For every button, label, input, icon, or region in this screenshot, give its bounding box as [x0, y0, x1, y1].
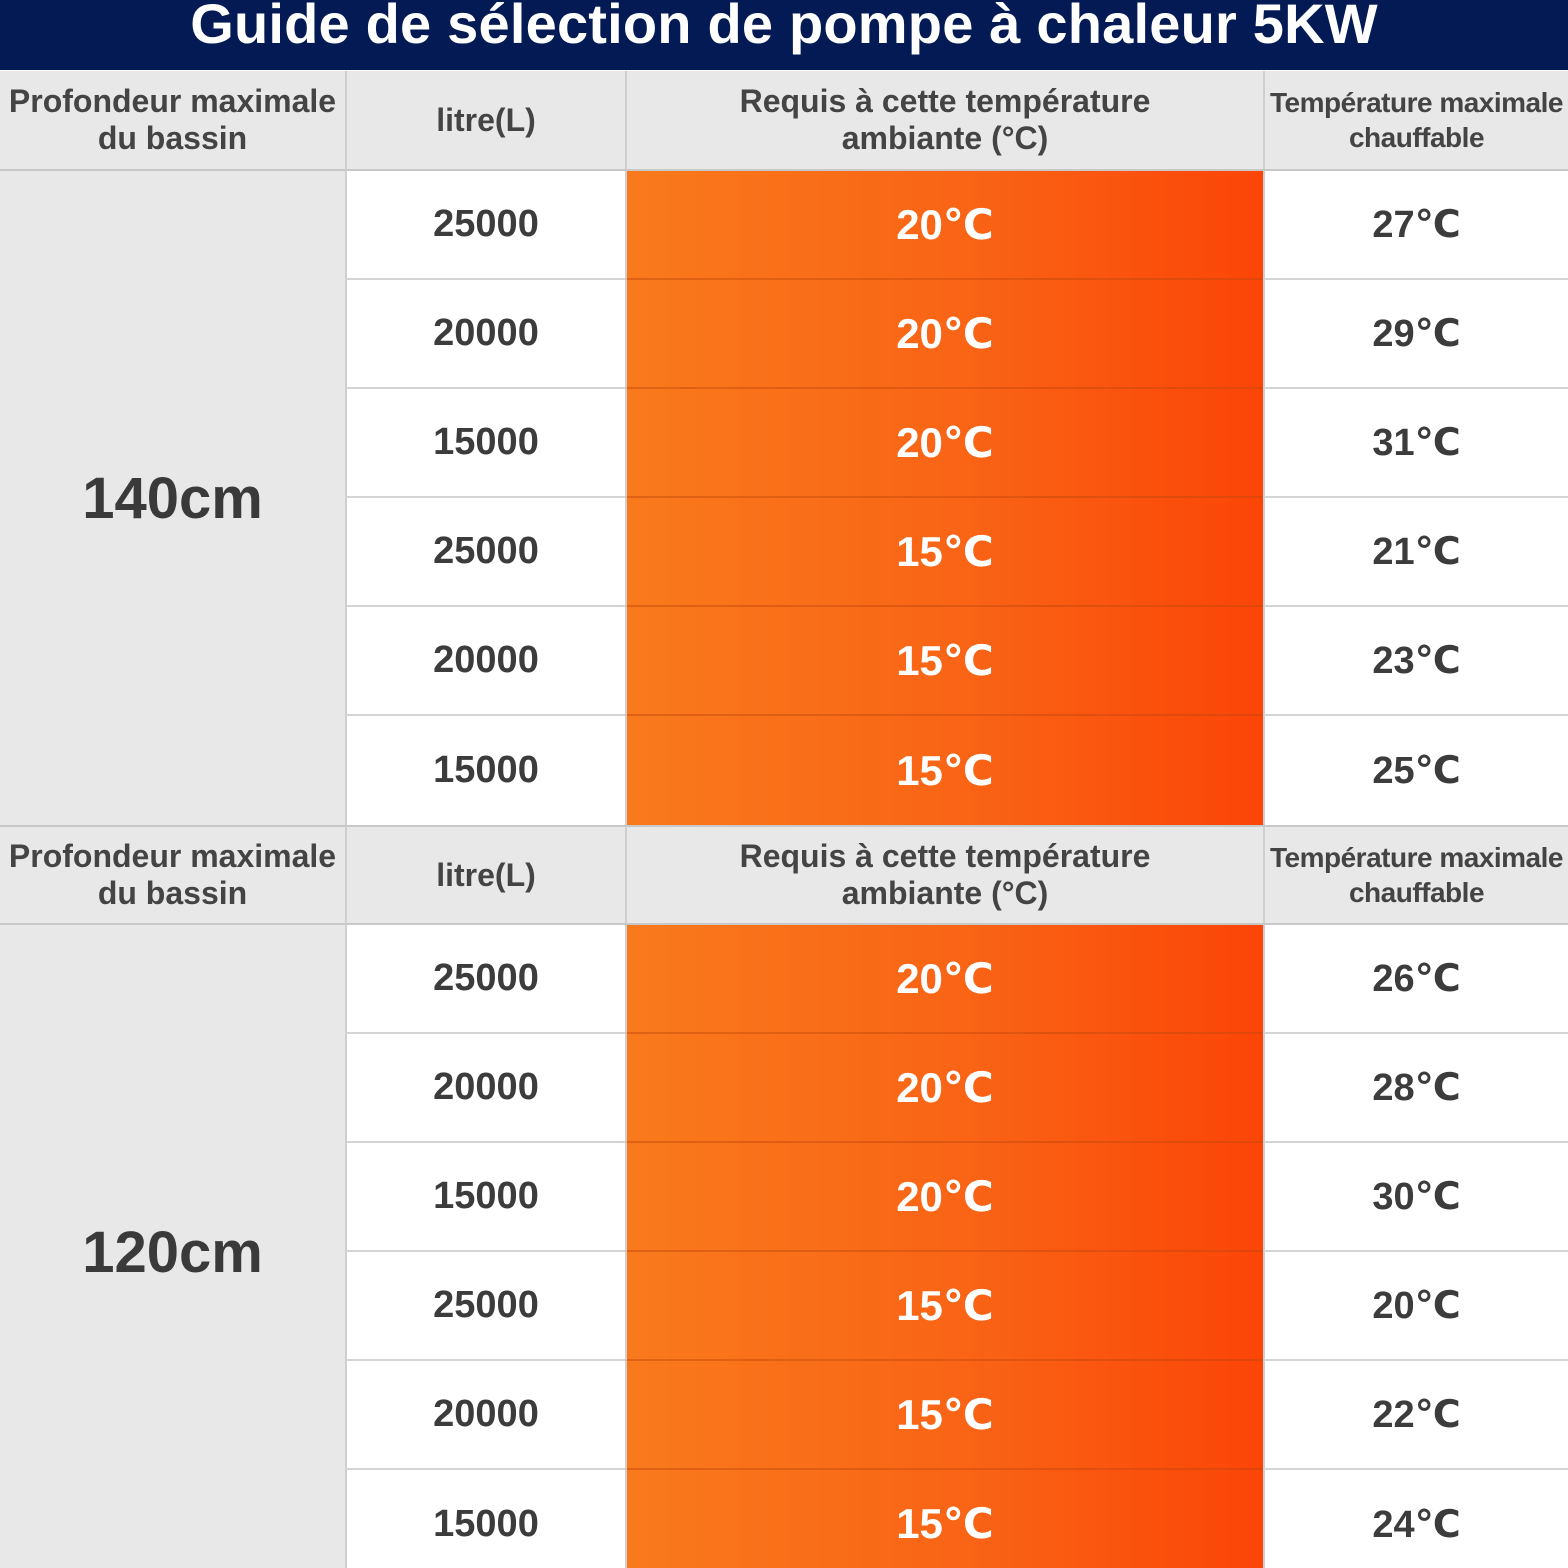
required-temp-cell: 15℃: [625, 1252, 1263, 1361]
required-temp-cell: 15℃: [625, 1470, 1263, 1568]
header-depth: [0, 827, 345, 923]
depth-section-120: [0, 825, 1568, 1568]
table-row: [345, 171, 1568, 280]
table-row: [345, 925, 1568, 1034]
table-row: [345, 389, 1568, 498]
header-required-label: Requis à cette température ambiante (°C): [739, 83, 1151, 156]
table-row: [345, 498, 1568, 607]
max-temp-cell: 26℃: [1263, 925, 1568, 1034]
required-temp-cell: 15℃: [625, 498, 1263, 607]
litre-cell: 15000: [345, 389, 625, 498]
max-temp-cell: 29℃: [1263, 280, 1568, 389]
max-temp-cell: 27℃: [1263, 171, 1568, 280]
header-max-temp: [1263, 71, 1568, 169]
table-row: [345, 280, 1568, 389]
required-temp-cell: 20℃: [625, 1143, 1263, 1252]
table-row: [345, 607, 1568, 716]
header-litre-label: litre(L): [436, 101, 536, 138]
table-row: [345, 1470, 1568, 1568]
required-temp-cell: 20℃: [625, 925, 1263, 1034]
header-litre-label: litre(L): [436, 856, 536, 893]
table-row: [345, 1252, 1568, 1361]
table-row: [345, 716, 1568, 825]
litre-cell: 25000: [345, 171, 625, 280]
header-depth: [0, 71, 345, 169]
max-temp-cell: 28℃: [1263, 1034, 1568, 1143]
section-body: [0, 171, 1568, 825]
page-title: Guide de sélection de pompe à chaleur 5KW: [0, 0, 1568, 70]
max-temp-cell: 24℃: [1263, 1470, 1568, 1568]
depth-value: 120cm: [0, 925, 345, 1568]
header-max-temp-label: Température maximale chauffable: [1270, 842, 1563, 908]
max-temp-cell: 21℃: [1263, 498, 1568, 607]
header-depth-label: Profondeur maximale du bassin: [8, 838, 337, 911]
litre-cell: 20000: [345, 1034, 625, 1143]
required-temp-cell: 15℃: [625, 716, 1263, 825]
max-temp-cell: 31℃: [1263, 389, 1568, 498]
required-temp-cell: 15℃: [625, 1361, 1263, 1470]
litre-cell: 25000: [345, 1252, 625, 1361]
litre-cell: 15000: [345, 1470, 625, 1568]
required-temp-cell: 20℃: [625, 280, 1263, 389]
litre-cell: 20000: [345, 1361, 625, 1470]
litre-cell: 25000: [345, 498, 625, 607]
required-temp-cell: 20℃: [625, 171, 1263, 280]
table-row: [345, 1034, 1568, 1143]
required-temp-cell: 15℃: [625, 607, 1263, 716]
header-required-label: Requis à cette température ambiante (°C): [739, 838, 1151, 911]
header-max-temp-label: Température maximale chauffable: [1270, 87, 1563, 153]
max-temp-cell: 20℃: [1263, 1252, 1568, 1361]
litre-cell: 15000: [345, 716, 625, 825]
depth-value: 140cm: [0, 171, 345, 825]
max-temp-cell: 25℃: [1263, 716, 1568, 825]
header-max-temp: [1263, 827, 1568, 923]
max-temp-cell: 30℃: [1263, 1143, 1568, 1252]
table-row: [345, 1361, 1568, 1470]
header-litre: [345, 71, 625, 169]
header-required: [625, 827, 1263, 923]
header-required: [625, 71, 1263, 169]
header-litre: [345, 827, 625, 923]
required-temp-cell: 20℃: [625, 389, 1263, 498]
required-temp-cell: 20℃: [625, 1034, 1263, 1143]
section-body: [0, 925, 1568, 1568]
header-depth-label: Profondeur maximale du bassin: [8, 83, 337, 156]
header-row: [0, 71, 1568, 171]
litre-cell: 15000: [345, 1143, 625, 1252]
litre-cell: 20000: [345, 607, 625, 716]
litre-cell: 20000: [345, 280, 625, 389]
max-temp-cell: 23℃: [1263, 607, 1568, 716]
depth-section-140: [0, 71, 1568, 825]
table-row: [345, 1143, 1568, 1252]
max-temp-cell: 22℃: [1263, 1361, 1568, 1470]
header-row: [0, 825, 1568, 925]
litre-cell: 25000: [345, 925, 625, 1034]
